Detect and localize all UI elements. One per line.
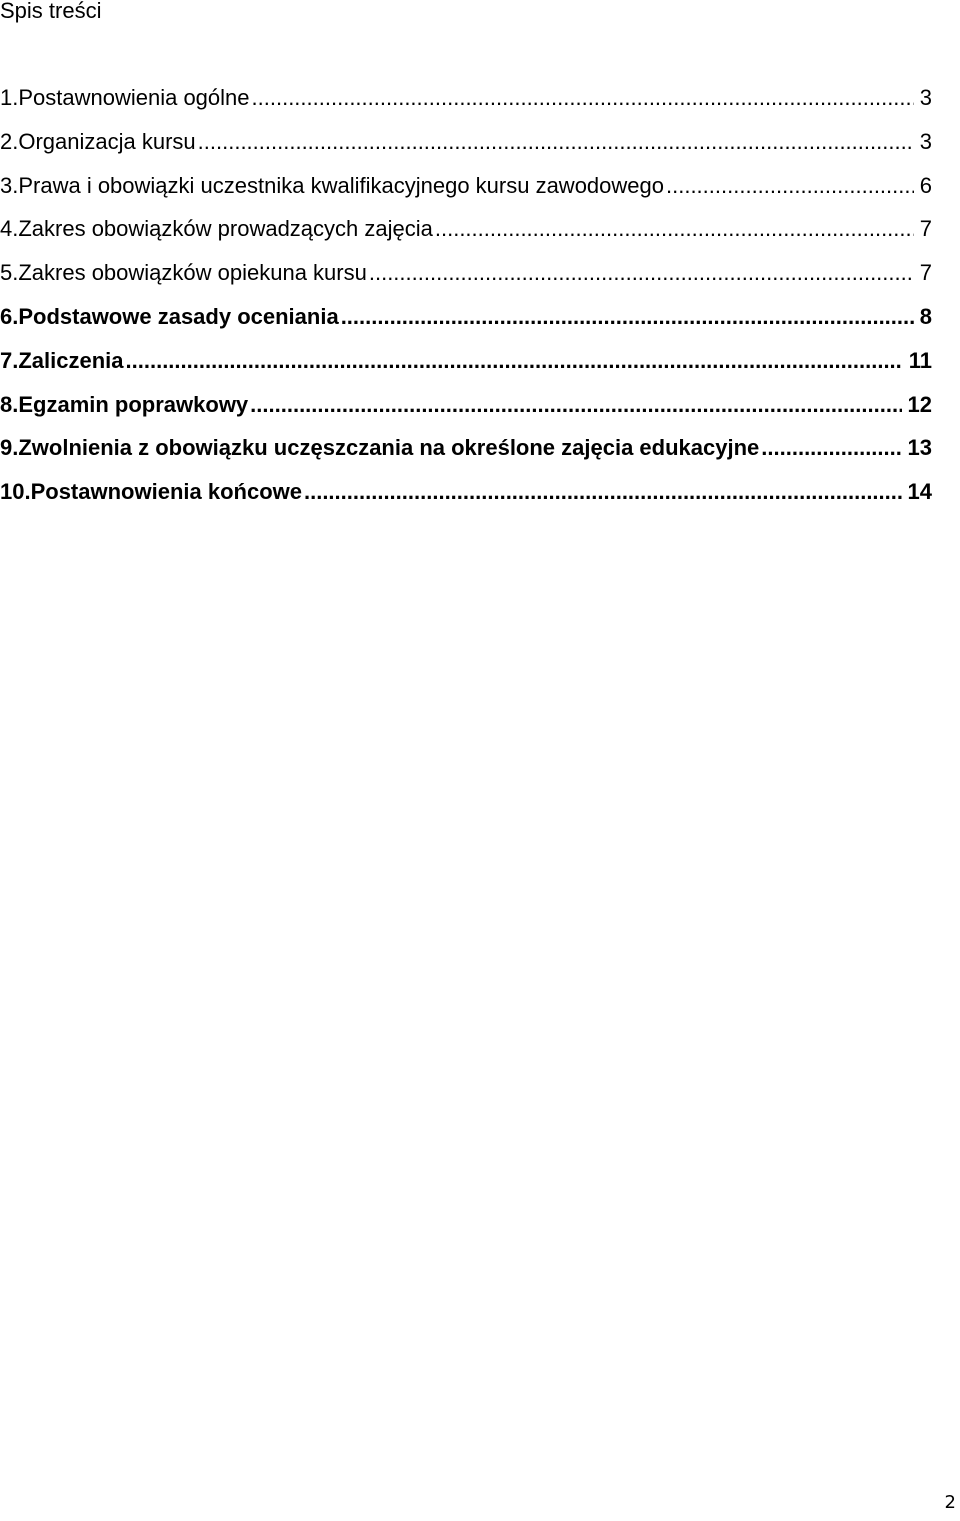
toc-entry-title: 6.Podstawowe zasady oceniania	[0, 303, 339, 329]
toc-entry[interactable]	[0, 172, 932, 216]
toc-dot-leader	[341, 303, 914, 331]
toc-entry[interactable]	[0, 391, 932, 435]
toc-entry-title: 10.Postawnowienia końcowe	[0, 479, 302, 505]
toc-dot-leader	[304, 478, 902, 506]
toc-entry[interactable]	[0, 259, 932, 303]
toc-entry[interactable]	[0, 303, 932, 347]
toc-dot-leader	[435, 215, 914, 243]
toc-entry-page: 11	[908, 347, 932, 373]
toc-entry-title: 7.Zaliczenia	[0, 347, 124, 373]
toc-entry[interactable]	[0, 84, 932, 128]
toc-entry[interactable]	[0, 215, 932, 259]
toc-entry-page: 7	[919, 260, 932, 286]
toc-entry-title: 9.Zwolnienia z obowiązku uczęszczania na określone zajęcia edukacyjne	[0, 435, 760, 461]
toc-heading: Spis treści	[0, 0, 102, 23]
toc-dot-leader	[252, 84, 914, 112]
toc-entry-page: 12	[907, 391, 932, 417]
toc-entry[interactable]	[0, 478, 932, 522]
toc-entry[interactable]	[0, 434, 932, 478]
toc-entry-title: 1.Postawnowienia ogólne	[0, 85, 250, 110]
toc-entry-title: 8.Egzamin poprawkowy	[0, 391, 249, 417]
toc-dot-leader	[666, 172, 914, 200]
toc-dot-leader	[369, 259, 914, 287]
toc-entry-title: 4.Zakres obowiązków prowadzących zajęcia	[0, 216, 433, 242]
toc-entry-page: 14	[907, 479, 932, 505]
toc-entry-title: 5.Zakres obowiązków opiekuna kursu	[0, 260, 367, 286]
toc-entry-title: 2.Organizacja kursu	[0, 128, 196, 154]
toc-entry-title: 3.Prawa i obowiązki uczestnika kwalifikacyjnego kursu zawodowego	[0, 172, 664, 198]
toc-entry[interactable]	[0, 128, 932, 172]
toc-dot-leader	[126, 347, 903, 375]
toc-dot-leader	[761, 434, 901, 462]
toc-entry-page: 7	[919, 216, 932, 242]
toc-entry[interactable]	[0, 347, 932, 391]
toc-entry-page: 8	[919, 303, 932, 329]
toc-entry-page: 6	[919, 172, 932, 198]
toc-dot-leader	[198, 128, 914, 156]
toc-entry-page: 13	[907, 435, 932, 461]
toc-dot-leader	[250, 391, 901, 419]
page-number: 2	[944, 1492, 956, 1513]
toc-entry-page: 3	[919, 85, 932, 110]
table-of-contents	[0, 84, 932, 522]
toc-entry-page: 3	[919, 128, 932, 154]
